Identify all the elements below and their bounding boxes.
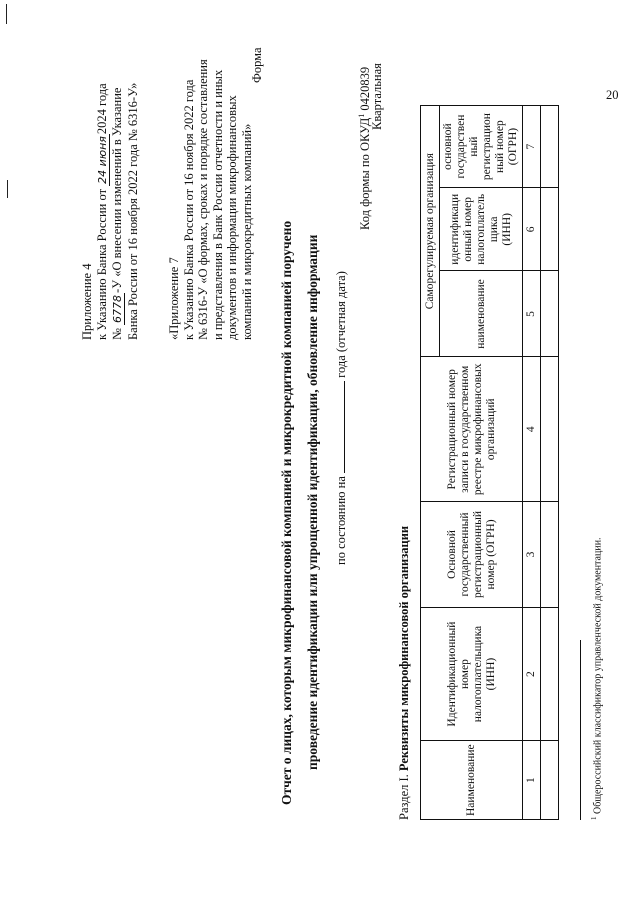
handwritten-date: 24 июня — [95, 136, 109, 184]
table-cell[interactable] — [541, 502, 559, 608]
appendix-inner-line: и представления в Банк России отчетности и иных — [210, 69, 225, 340]
footnote-divider — [580, 640, 581, 820]
report-date-blank — [333, 381, 345, 473]
appendix-line2: № 6778-У «О внесении изменений в Указание — [110, 87, 124, 340]
appendix-inner-line: компаний и микрокредитных компаний» — [239, 123, 254, 340]
table-row-numbers — [523, 106, 541, 820]
appendix-line3: Банка России от 16 ноября 2022 года № 6316-У» — [125, 82, 140, 340]
table-row — [541, 106, 559, 820]
report-title-line1: Отчет о лицах, которым микрофинансовой компанией и микрокредитной компанией поручено — [279, 220, 294, 805]
col-header-sro-ogrn: основной государствен ный регистрацион ный номер (ОГРН) — [440, 106, 523, 188]
col-number: 5 — [523, 271, 541, 357]
appendix-inner-line: № 6316-У «О формах, сроках и порядке составления — [196, 59, 210, 340]
table-cell[interactable] — [541, 741, 559, 820]
footnote: $^1$ Общероссийский классификатор управленческой документации. — [590, 537, 604, 820]
col-header-sro-inn: идентификаци онный номер налогоплатель щика (ИНН) — [440, 188, 523, 271]
handwritten-number: 6778 — [111, 294, 124, 323]
col-header-sro-name: наименование — [440, 271, 523, 357]
section-heading: Раздел I. Реквизиты микрофинансовой организации — [397, 525, 411, 820]
table-cell[interactable] — [541, 357, 559, 502]
col-header-ogrn: Основной государственный регистрационный номер (ОГРН) — [421, 502, 523, 608]
col-number: 4 — [523, 357, 541, 502]
report-title-line2: проведение идентификации или упрощенной идентификации, обновление информации — [305, 234, 320, 770]
okud-code: Код формы по ОКУД$^1$ 0420839 — [357, 66, 373, 230]
report-period: Квартальная — [370, 63, 384, 130]
table-cell[interactable] — [541, 106, 559, 188]
col-number: 2 — [523, 607, 541, 741]
appendix-title: Приложение 4 — [80, 263, 94, 340]
col-number: 7 — [523, 106, 541, 188]
col-number: 6 — [523, 188, 541, 271]
col-header-sro-group: Саморегулируемая организация — [421, 106, 440, 357]
page-number: 20 — [606, 88, 619, 102]
col-number: 3 — [523, 502, 541, 608]
appendix-inner-block — [167, 59, 254, 340]
table-cell[interactable] — [541, 188, 559, 271]
col-number: 1 — [523, 741, 541, 820]
appendix-line1: к Указанию Банка России от 24 июня2024 года — [94, 83, 109, 340]
col-header-regnum: Регистрационный номер записи в государственном реестре микрофинансовых организаций — [421, 357, 523, 502]
report-date-line: по состоянию на года (отчетная дата) — [334, 271, 348, 565]
table-cell[interactable] — [541, 271, 559, 357]
requisites-table — [420, 105, 559, 820]
table-cell[interactable] — [541, 607, 559, 741]
form-label: Форма — [250, 47, 264, 83]
appendix-inner-line: документов и информации микрофинансовых — [225, 95, 239, 340]
appendix-inner-title: «Приложение 7 — [167, 257, 181, 340]
appendix-block — [80, 83, 140, 340]
col-header-name: Наименование — [421, 741, 523, 820]
appendix-inner-line: к Указанию Банка России от 16 ноября 2022 года — [181, 79, 196, 340]
col-header-inn: Идентификационный номер налогоплательщика (ИНН) — [421, 607, 523, 741]
